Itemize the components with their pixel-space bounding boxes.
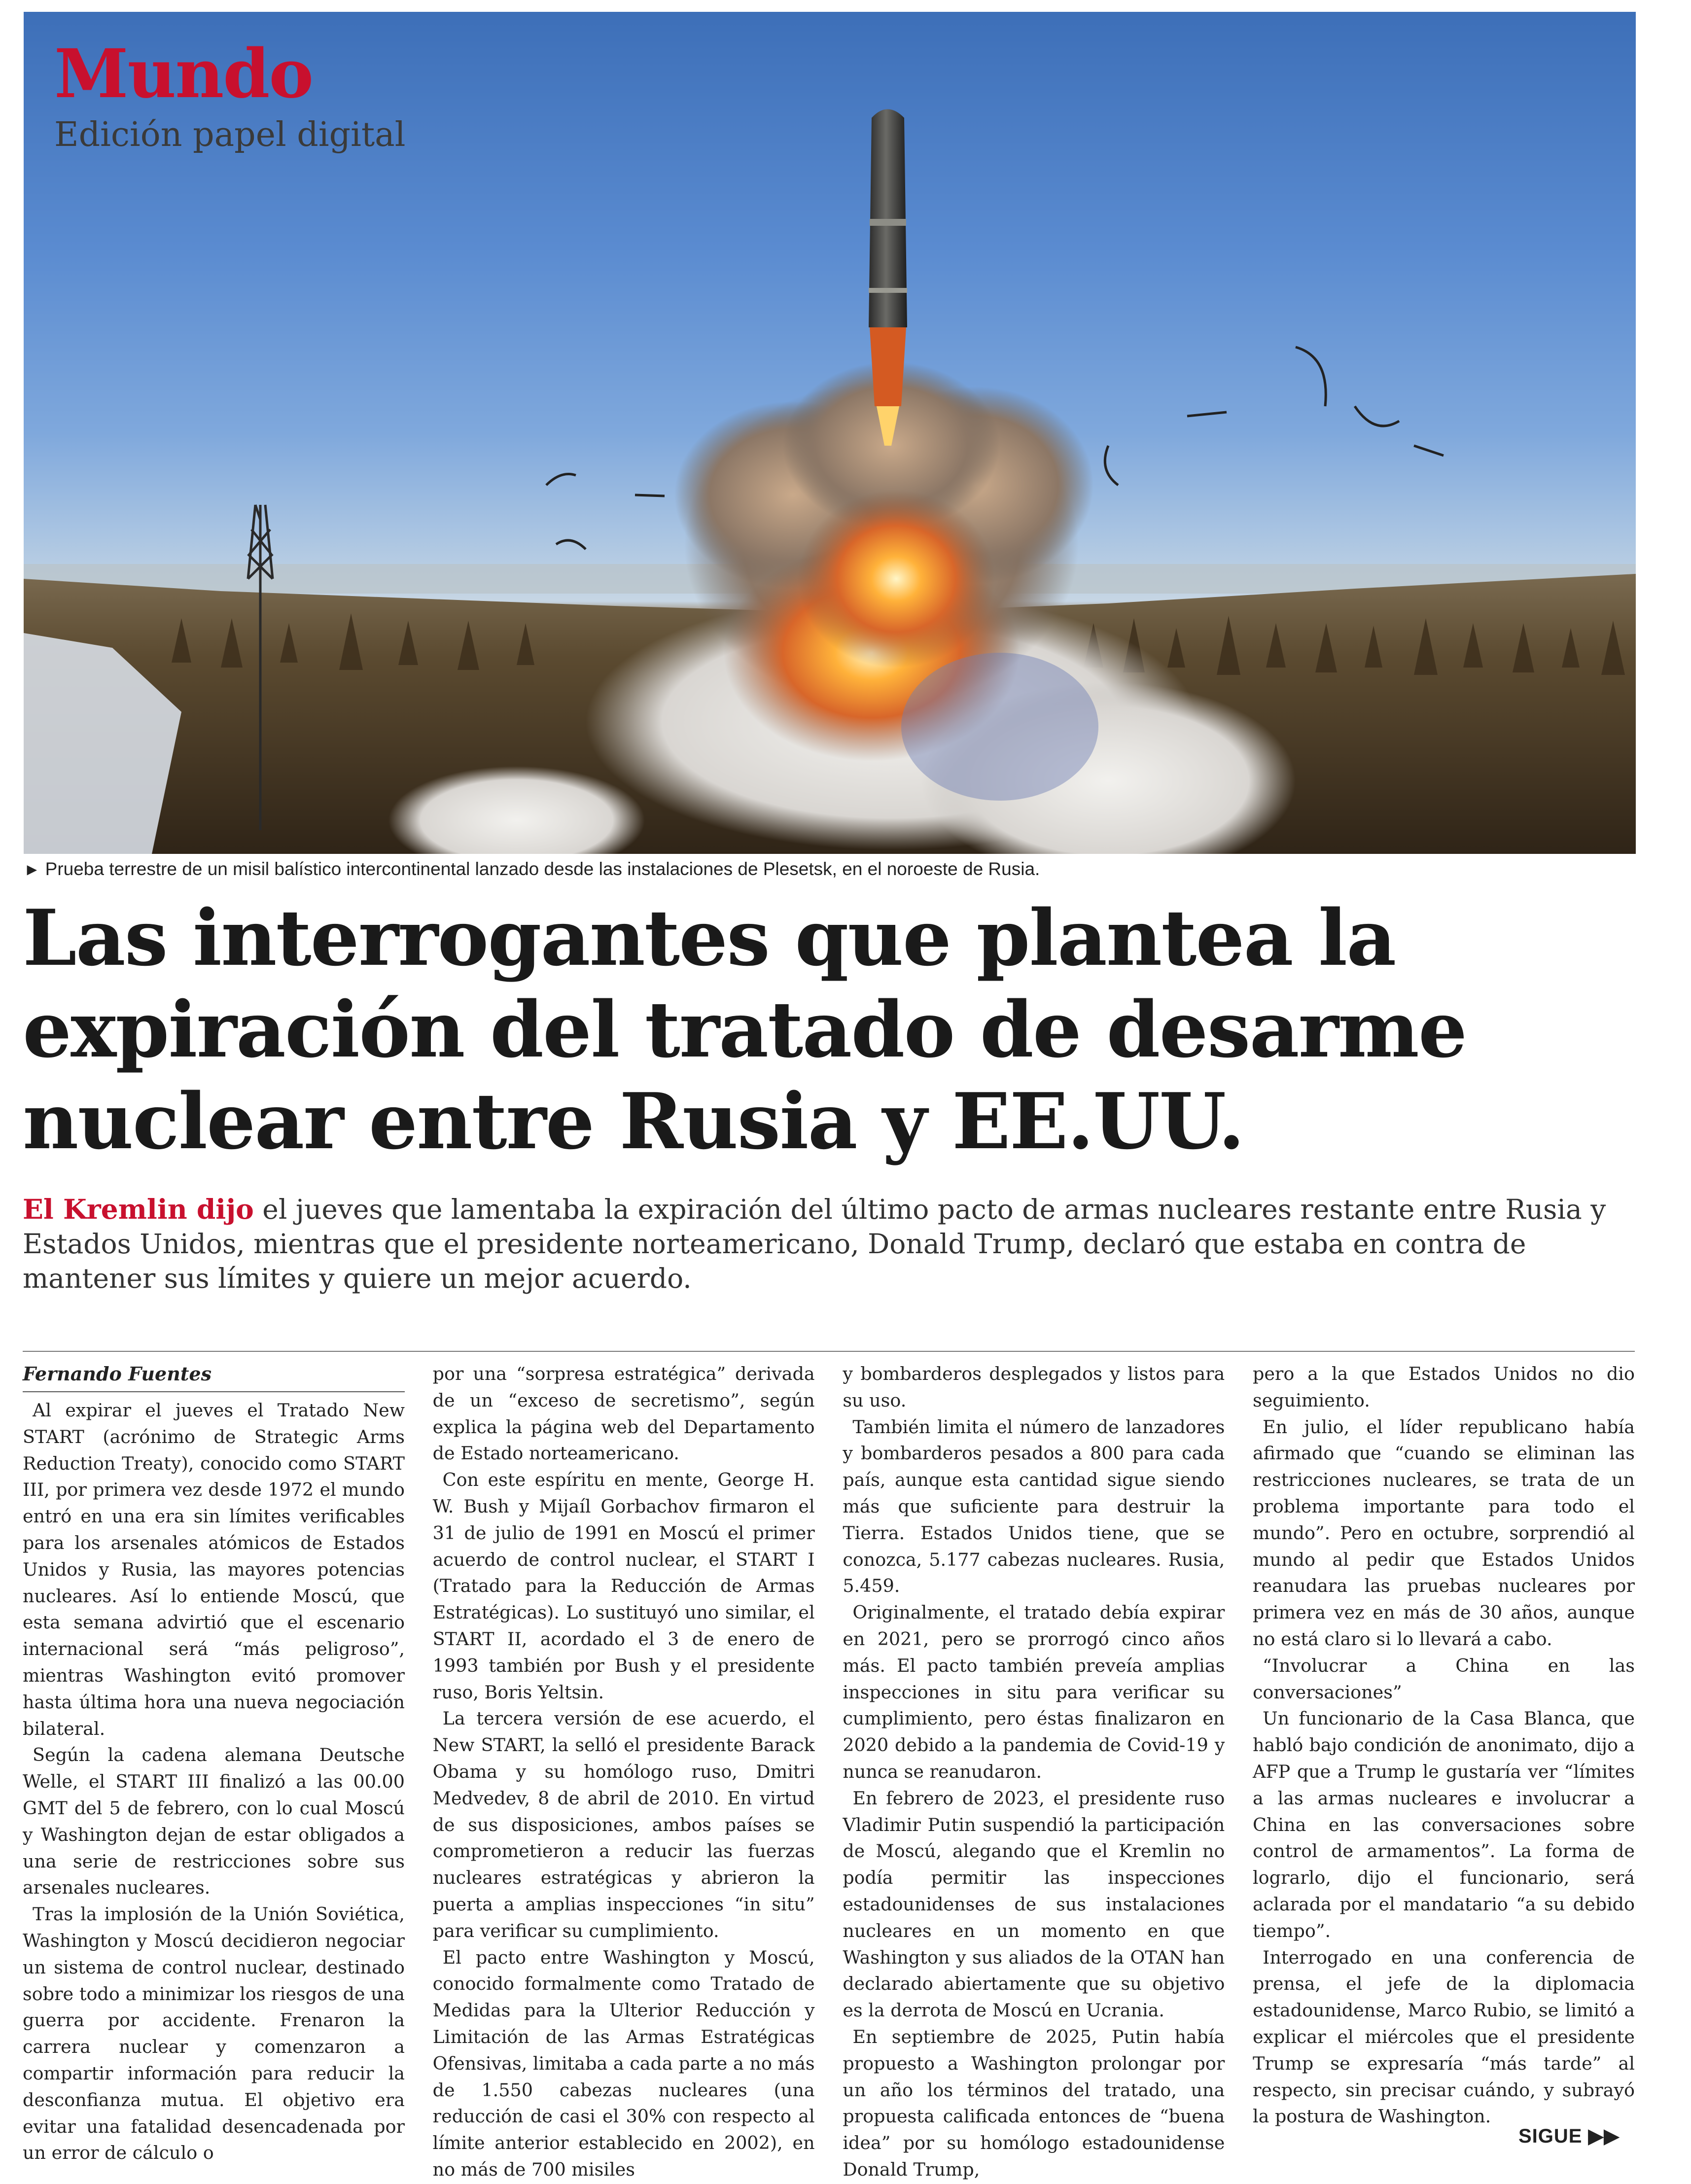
paragraph: Un funcionario de la Casa Blanca, que habló bajo condición de anonimato, dijo a AFP que a Trump le gustaría ver “límites a las armas nucleares e involucrar a China en las conversaciones sobre control de armamentos”. La forma de lograrlo, dijo el funcionario, será aclarada por el mandatario “a su debido tiempo”. — [1252, 1708, 1635, 1941]
paragraph: Con este espíritu en mente, George H. W. Bush y Mijaíl Gorbachov firmaron el 31 de julio de 1991 en Moscú el primer acuerdo de control nuclear, el START I (Tratado para la Reducción de Armas Estratégicas). Lo sustituyó uno similar, el START II, acordado el 3 de enero de 1993 también por Bush y el presidente ruso, Boris Yeltsin. — [432, 1469, 815, 1703]
continue-label: SIGUE — [1518, 2125, 1583, 2147]
paragraph: En julio, el líder republicano había afirmado que “cuando se eliminan las restricciones nucleares, se trata de un problema importante para todo el mundo”. Pero en octubre, sorprendió al mundo al pedir que Estados Unidos reanudara las pruebas nucleares por primera vez en más de 30 años, aunque no está claro si lo llevará a cabo. — [1252, 1416, 1635, 1650]
paragraph: pero a la que Estados Unidos no dio seguimiento. — [1252, 1363, 1635, 1411]
photo-caption — [24, 859, 1636, 880]
article-headline: Las interrogantes que plantea la expiración del tratado de desarme nuclear entre Rusia y EE.UU. — [23, 893, 1467, 1166]
section-subtitle: Edición papel digital — [54, 115, 406, 154]
caption-text: Prueba terrestre de un misil balístico intercontinental lanzado desde las instalaciones de Plesetsk, en el noroeste de Rusia. — [45, 859, 1040, 879]
paragraph: Según la cadena alemana Deutsche Welle, el START III finalizó a las 00.00 GMT del 5 de febrero, con lo cual Moscú y Washington dejan de estar obligados a una serie de restricciones sobre sus arsenales nucleares. — [23, 1744, 405, 1899]
column-4 — [1253, 1361, 1635, 2130]
double-arrow-icon: ▶▶ — [1588, 2125, 1620, 2147]
paragraph: Originalmente, el tratado debía expirar en 2021, pero se prorrogó cinco años más. El pacto también preveía amplias inspecciones in situ para verificar su cumplimiento, pero éstas finalizaron en 2020 debido a la pandemia de Covid-19 y nunca se reanudaron. — [843, 1602, 1225, 1782]
dek-lead: El Kremlin dijo — [23, 1193, 254, 1225]
missile-icon — [869, 109, 907, 446]
paragraph: Tras la implosión de la Unión Soviética, Washington y Moscú decidieron negociar un sistema de control nuclear, destinado sobre todo a minimizar los riesgos de una guerra por accidente. Frenaron la carrera nuclear y comenzaron a compartir información para reducir la desconfianza mutua. El objetivo era evitar una fatalidad desencadenada por un error de cálculo o — [23, 1903, 405, 2164]
paragraph: Al expirar el jueves el Tratado New START (acrónimo de Strategic Arms Reduction Treaty), conocido como START III, por primera vez desde 1972 el mundo entró en una era sin límites verificables para los arsenales atómicos de Estados Unidos y Rusia, las mayores potencias nucleares. Así lo entiende Moscú, que esta semana advirtió que el escenario internacional será “más peligroso”, mientras Washington evitó promover hasta última hora una nueva negociación bilateral. — [23, 1400, 405, 1739]
column-1 — [23, 1361, 405, 2164]
subheading: “Involucrar a China en las conversaciones” — [1252, 1655, 1635, 1703]
byline: Fernando Fuentes — [23, 1361, 405, 1392]
paragraph: En febrero de 2023, el presidente ruso Vladimir Putin suspendió la participación de Moscú, alegando que el Kremlin no podía permitir las inspecciones estadounidenses de sus instalaciones nucleares en un momento en que Washington y sus aliados de la OTAN han declarado abiertamente que su objetivo es la derrota de Moscú en Ucrania. — [843, 1787, 1225, 2021]
paragraph: El pacto entre Washington y Moscú, conocido formalmente como Tratado de Medidas para la Ulterior Reducción y Limitación de las Armas Estratégicas Ofensivas, limitaba a cada parte a no más de 1.550 cabezas nucleares (una reducción de casi el 30% con respecto al límite anterior establecido en 2002), en no más de 700 misiles — [432, 1946, 815, 2180]
paragraph: La tercera versión de ese acuerdo, el New START, la selló el presidente Barack Obama y su homólogo ruso, Dmitri Medvedev, 8 de abril de 2010. En virtud de sus disposiciones, ambos países se comprometieron a reducir las fuerzas nucleares estratégicas y abrieron la puerta a amplias inspecciones “in situ” para verificar su cumplimiento. — [432, 1708, 815, 1941]
paragraph: por una “sorpresa estratégica” derivada de un “exceso de secretismo”, según explica la página web del Departamento de Estado norteamericano. — [432, 1363, 815, 1464]
article-body — [23, 1361, 1635, 2180]
paragraph: También limita el número de lanzadores y bombarderos pesados a 800 para cada país, aunque esta cantidad sigue siendo más que suficiente para destruir la Tierra. Estados Unidos tiene, que se conozca, 5.177 cabezas nucleares. Rusia, 5.459. — [843, 1416, 1225, 1597]
article-dek — [23, 1192, 1650, 1296]
column-3 — [843, 1361, 1225, 2180]
section-title[interactable]: Mundo — [54, 35, 313, 113]
paragraph: Interrogado en una conferencia de prensa, el jefe de la diplomacia estadounidense, Marco Rubio, se limitó a explicar el miércoles que el presidente Trump se expresaría “más tarde” al respecto, sin precisar cuándo, y subrayó la postura de Washington. — [1252, 1946, 1635, 2127]
dek-text: el jueves que lamentaba la expiración del último pacto de armas nucleares restante entre Rusia y Estados Unidos, mientras que el presidente norteamericano, Donald Trump, declaró que estaba en contra de mantener sus límites y quiere un mejor acuerdo. — [23, 1194, 1606, 1294]
hero-photo — [24, 12, 1636, 854]
column-2 — [432, 1361, 815, 2180]
continue-link[interactable] — [1518, 2125, 1620, 2148]
paragraph: En septiembre de 2025, Putin había propuesto a Washington prolongar por un año los términos del tratado, una propuesta calificada entonces de “buena idea” por su homólogo estadounidense Donald Trump, — [843, 2026, 1225, 2180]
section-divider — [23, 1351, 1635, 1352]
paragraph: y bombarderos desplegados y listos para su uso. — [843, 1363, 1225, 1411]
caption-arrow-icon: ► — [24, 860, 40, 879]
